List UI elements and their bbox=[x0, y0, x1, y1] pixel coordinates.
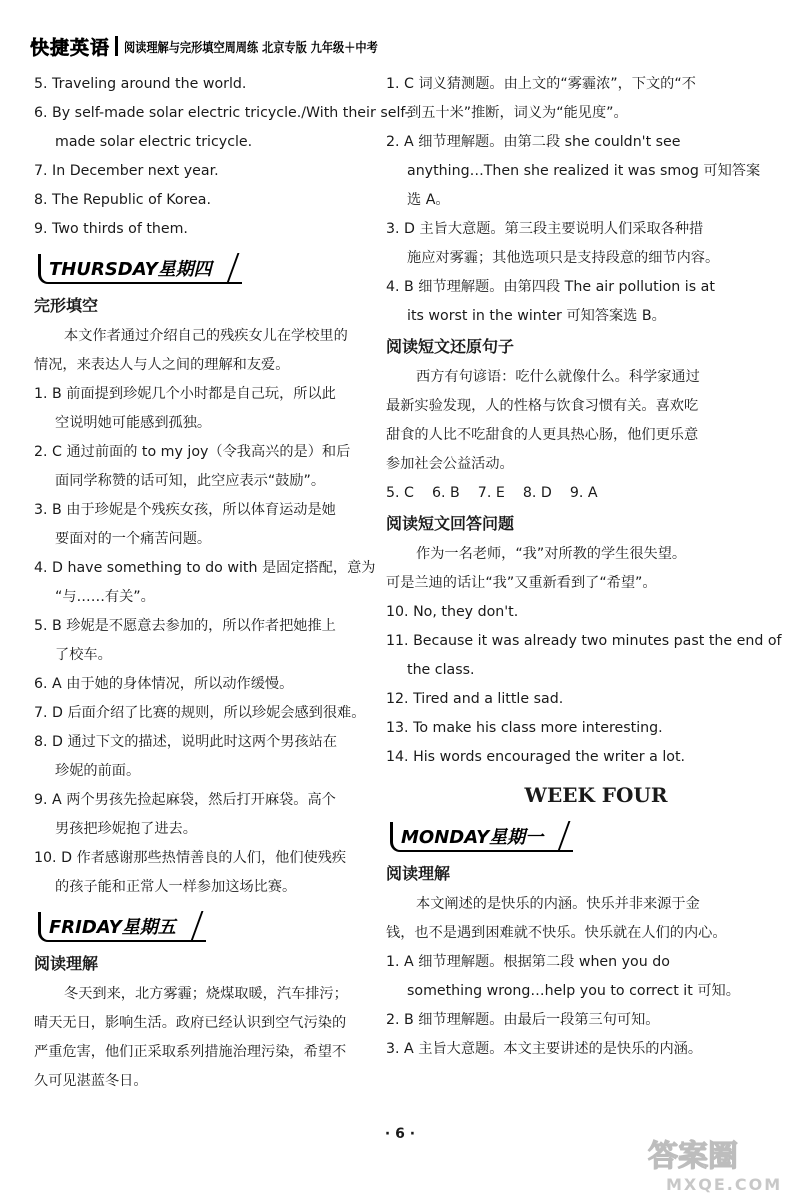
intro-line: 作为一名老师，“我”对所教的学生很失望。 bbox=[416, 546, 687, 562]
cloze-item-2-cont: 面同学称赞的话可知，此空应表示“鼓励”。 bbox=[55, 473, 326, 489]
reading-item-2-cont: 选 A。 bbox=[407, 192, 450, 208]
reading-item-1-cont: 到五十米”推断，词义为“能见度”。 bbox=[407, 105, 628, 121]
intro-line: 冬天到来，北方雾霾；烧煤取暖，汽车排污； bbox=[64, 986, 348, 1002]
thursday-badge bbox=[34, 250, 374, 286]
answer-line-cont: made solar electric tricycle. bbox=[55, 134, 253, 150]
cloze-item-10: 10. D 作者感谢那些热情善良的人们，他们使残疾 bbox=[34, 850, 347, 866]
cloze-item-5: 5. B 珍妮是不愿意去参加的，所以作者把她推上 bbox=[34, 618, 336, 634]
reading-item-4-cont: its worst in the winter 可知答案选 B。 bbox=[407, 308, 666, 324]
week-title: WEEK FOUR bbox=[524, 783, 668, 807]
intro-line: 甜食的人比不吃甜食的人更具热心肠，他们更乐意 bbox=[386, 427, 699, 443]
intro-line: 本文作者通过介绍自己的残疾女儿在学校里的 bbox=[64, 328, 348, 344]
intro-line: 可是兰迪的话让“我”又重新看到了“希望”。 bbox=[386, 575, 657, 591]
intro-line: 久可见湛蓝冬日。 bbox=[34, 1073, 148, 1089]
cloze-item-3: 3. B 由于珍妮是个残疾女孩，所以体育运动是她 bbox=[34, 502, 336, 518]
monday-badge bbox=[386, 818, 736, 854]
cloze-item-8-cont: 珍妮的前面。 bbox=[55, 763, 141, 779]
intro-line: 本文阐述的是快乐的内涵。快乐并非来源于金 bbox=[416, 896, 700, 912]
reading-item-3: 3. A 主旨大意题。本文主要讲述的是快乐的内涵。 bbox=[386, 1041, 703, 1057]
cloze-item-1: 1. B 前面提到珍妮几个小时都是自己玩，所以此 bbox=[34, 386, 336, 402]
reading-item-3-cont: 施应对雾霾；其他选项只是支持段意的细节内容。 bbox=[407, 250, 720, 266]
section-title-qa: 阅读短文回答问题 bbox=[386, 514, 515, 533]
qa-item-11: 11. Because it was already two minutes past the end of bbox=[386, 633, 782, 649]
header-divider bbox=[115, 36, 118, 56]
cloze-item-7: 7. D 后面介绍了比赛的规则，所以珍妮会感到很难。 bbox=[34, 705, 366, 721]
watermark-text-bottom: MXQE.COM bbox=[666, 1175, 783, 1194]
intro-line: 参加社会公益活动。 bbox=[386, 456, 514, 472]
cloze-item-10-cont: 的孩子能和正常人一样参加这场比赛。 bbox=[55, 879, 297, 895]
answer-line: 7. In December next year. bbox=[34, 163, 219, 179]
right-column bbox=[386, 70, 782, 1064]
reading-item-2-cont: anything…Then she realized it was smog 可知答案 bbox=[407, 163, 761, 179]
monday-badge-label: MONDAY星期一 bbox=[401, 827, 544, 848]
reading-item-2: 2. B 细节理解题。由最后一段第三句可知。 bbox=[386, 1012, 660, 1028]
reading-item-3: 3. D 主旨大意题。第三段主要说明人们采取各种措 bbox=[386, 221, 704, 237]
cloze-item-1-cont: 空说明她可能感到孤独。 bbox=[55, 415, 212, 431]
section-title-cloze: 完形填空 bbox=[34, 296, 99, 315]
cloze-item-6: 6. A 由于她的身体情况，所以动作缓慢。 bbox=[34, 676, 294, 692]
section-title-reading: 阅读理解 bbox=[386, 864, 451, 883]
qa-item-13: 13. To make his class more interesting. bbox=[386, 720, 663, 736]
section-title-reading: 阅读理解 bbox=[34, 954, 99, 973]
thursday-badge-label: THURSDAY星期四 bbox=[49, 259, 212, 280]
cloze-item-2: 2. C 通过前面的 to my joy（令我高兴的是）和后 bbox=[34, 444, 351, 460]
restore-answers: 5. C 6. B 7. E 8. D 9. A bbox=[386, 485, 598, 501]
cloze-item-3-cont: 要面对的一个痛苦问题。 bbox=[55, 531, 212, 547]
qa-item-10: 10. No, they don't. bbox=[386, 604, 519, 620]
friday-badge bbox=[34, 908, 374, 944]
cloze-item-5-cont: 了校车。 bbox=[55, 647, 112, 663]
intro-line: 最新实验发现，人的性格与饮食习惯有关。喜欢吃 bbox=[386, 398, 699, 414]
qa-item-14: 14. His words encouraged the writer a lot. bbox=[386, 749, 686, 765]
reading-item-2: 2. A 细节理解题。由第二段 she couldn't see bbox=[386, 134, 681, 150]
watermark-graphic bbox=[638, 1132, 788, 1196]
intro-line: 晴天无日，影响生活。政府已经认识到空气污染的 bbox=[34, 1015, 347, 1031]
reading-item-4: 4. B 细节理解题。由第四段 The air pollution is at bbox=[386, 279, 715, 295]
page-header bbox=[30, 33, 419, 59]
cloze-item-8: 8. D 通过下文的描述，说明此时这两个男孩站在 bbox=[34, 734, 338, 750]
cloze-item-4: 4. D have something to do with 是固定搭配，意为 bbox=[34, 560, 376, 576]
reading-item-1-cont: something wrong…help you to correct it 可知。 bbox=[407, 983, 740, 999]
page-number: · 6 · bbox=[384, 1126, 416, 1142]
section-title-restore: 阅读短文还原句子 bbox=[386, 337, 515, 356]
qa-item-12: 12. Tired and a little sad. bbox=[386, 691, 564, 707]
cloze-item-9-cont: 男孩把珍妮抱了进去。 bbox=[55, 821, 197, 837]
cloze-item-9: 9. A 两个男孩先捡起麻袋，然后打开麻袋。高个 bbox=[34, 792, 336, 808]
badge-slash-decoration bbox=[212, 253, 239, 283]
answers-list-top bbox=[34, 70, 410, 244]
badge-slash-decoration bbox=[176, 911, 203, 941]
reading-item-1: 1. C 词义猜测题。由上文的“雾霾浓”，下文的“不 bbox=[386, 76, 696, 92]
series-title: 阅读理解与完形填空周周练 北京专版 九年级＋中考 bbox=[124, 40, 378, 56]
cloze-item-4-cont: “与……有关”。 bbox=[55, 589, 155, 605]
watermark-text-top: 答案圈 bbox=[648, 1139, 738, 1174]
answer-line: 6. By self-made solar electric tricycle./With their self- bbox=[34, 105, 410, 121]
watermark-logo bbox=[638, 1132, 788, 1196]
answer-line: 5. Traveling around the world. bbox=[34, 76, 247, 92]
intro-line: 严重危害，他们正采取系列措施治理污染，希望不 bbox=[34, 1044, 347, 1060]
answer-line: 8. The Republic of Korea. bbox=[34, 192, 212, 208]
friday-badge-label: FRIDAY星期五 bbox=[49, 917, 176, 938]
brand-title: 快捷英语 bbox=[30, 36, 111, 59]
left-column bbox=[34, 70, 410, 1096]
intro-line: 西方有句谚语：吃什么就像什么。科学家通过 bbox=[416, 369, 700, 385]
reading-item-1: 1. A 细节理解题。根据第二段 when you do bbox=[386, 954, 670, 970]
badge-slash-decoration bbox=[544, 821, 571, 851]
intro-line: 情况，来表达人与人之间的理解和友爱。 bbox=[34, 357, 290, 373]
qa-item-11-cont: the class. bbox=[407, 662, 475, 678]
answer-line: 9. Two thirds of them. bbox=[34, 221, 188, 237]
intro-line: 钱，也不是遇到困难就不快乐。快乐就在人们的内心。 bbox=[386, 925, 727, 941]
